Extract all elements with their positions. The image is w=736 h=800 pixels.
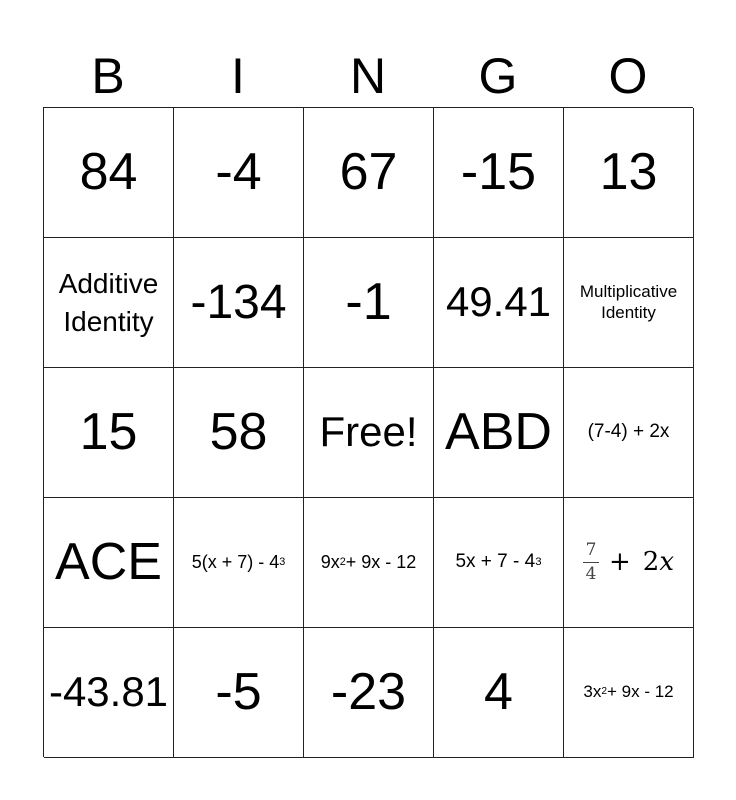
bingo-cell[interactable]: -4 (174, 108, 304, 238)
header-letter-b: B (91, 48, 125, 104)
header-letter-o: O (608, 48, 648, 104)
bingo-cell[interactable]: Additive Identity (44, 238, 174, 368)
fraction (583, 541, 599, 583)
bingo-cell[interactable]: 84 (44, 108, 174, 238)
bingo-cell[interactable]: -5 (174, 628, 304, 758)
exponent: 3 (535, 555, 542, 568)
bingo-cell[interactable] (434, 498, 564, 628)
bingo-cell[interactable]: -15 (434, 108, 564, 238)
bingo-cell[interactable] (564, 628, 694, 758)
exponent: 2 (601, 686, 607, 698)
exponent: 3 (279, 556, 286, 569)
coefficient: 2 (642, 546, 660, 577)
cell-text-rest: + 9x - 12 (607, 682, 674, 702)
bingo-card-grid (43, 107, 693, 757)
bingo-cell[interactable]: Multiplicative Identity (564, 238, 694, 368)
fraction-bar (583, 562, 599, 563)
bingo-cell[interactable]: -134 (174, 238, 304, 368)
fraction-denominator: 4 (585, 564, 597, 584)
bingo-cell[interactable]: ACE (44, 498, 174, 628)
header-letter-g: G (478, 48, 518, 104)
bingo-cell[interactable]: -1 (304, 238, 434, 368)
bingo-cell[interactable]: (7-4) + 2x (564, 368, 694, 498)
bingo-cell[interactable]: -23 (304, 628, 434, 758)
bingo-header (43, 48, 693, 104)
bingo-cell[interactable]: 13 (564, 108, 694, 238)
exponent: 2 (339, 556, 346, 569)
bingo-cell[interactable] (174, 498, 304, 628)
cell-text: 5(x + 7) - 4 (191, 551, 280, 572)
header-letter-n: N (349, 48, 387, 104)
bingo-cell[interactable] (304, 498, 434, 628)
fraction-numerator: 7 (585, 540, 597, 561)
cell-text: 9x (320, 551, 340, 572)
cell-text-rest: + 9x - 12 (345, 551, 417, 572)
bingo-cell[interactable]: 4 (434, 628, 564, 758)
bingo-cell[interactable]: 58 (174, 368, 304, 498)
cell-text: 5x + 7 - 4 (455, 551, 536, 573)
variable: x (659, 546, 674, 577)
bingo-cell[interactable]: 49.41 (434, 238, 564, 368)
bingo-cell[interactable]: 67 (304, 108, 434, 238)
bingo-cell[interactable] (564, 498, 694, 628)
cell-text: 3x (583, 682, 602, 702)
free-space-cell[interactable]: Free! (304, 368, 434, 498)
bingo-cell[interactable]: ABD (434, 368, 564, 498)
bingo-cell[interactable]: -43.81 (44, 628, 174, 758)
header-letter-i: I (231, 48, 245, 104)
bingo-cell[interactable]: 15 (44, 368, 174, 498)
plus-operator: + (608, 546, 631, 577)
